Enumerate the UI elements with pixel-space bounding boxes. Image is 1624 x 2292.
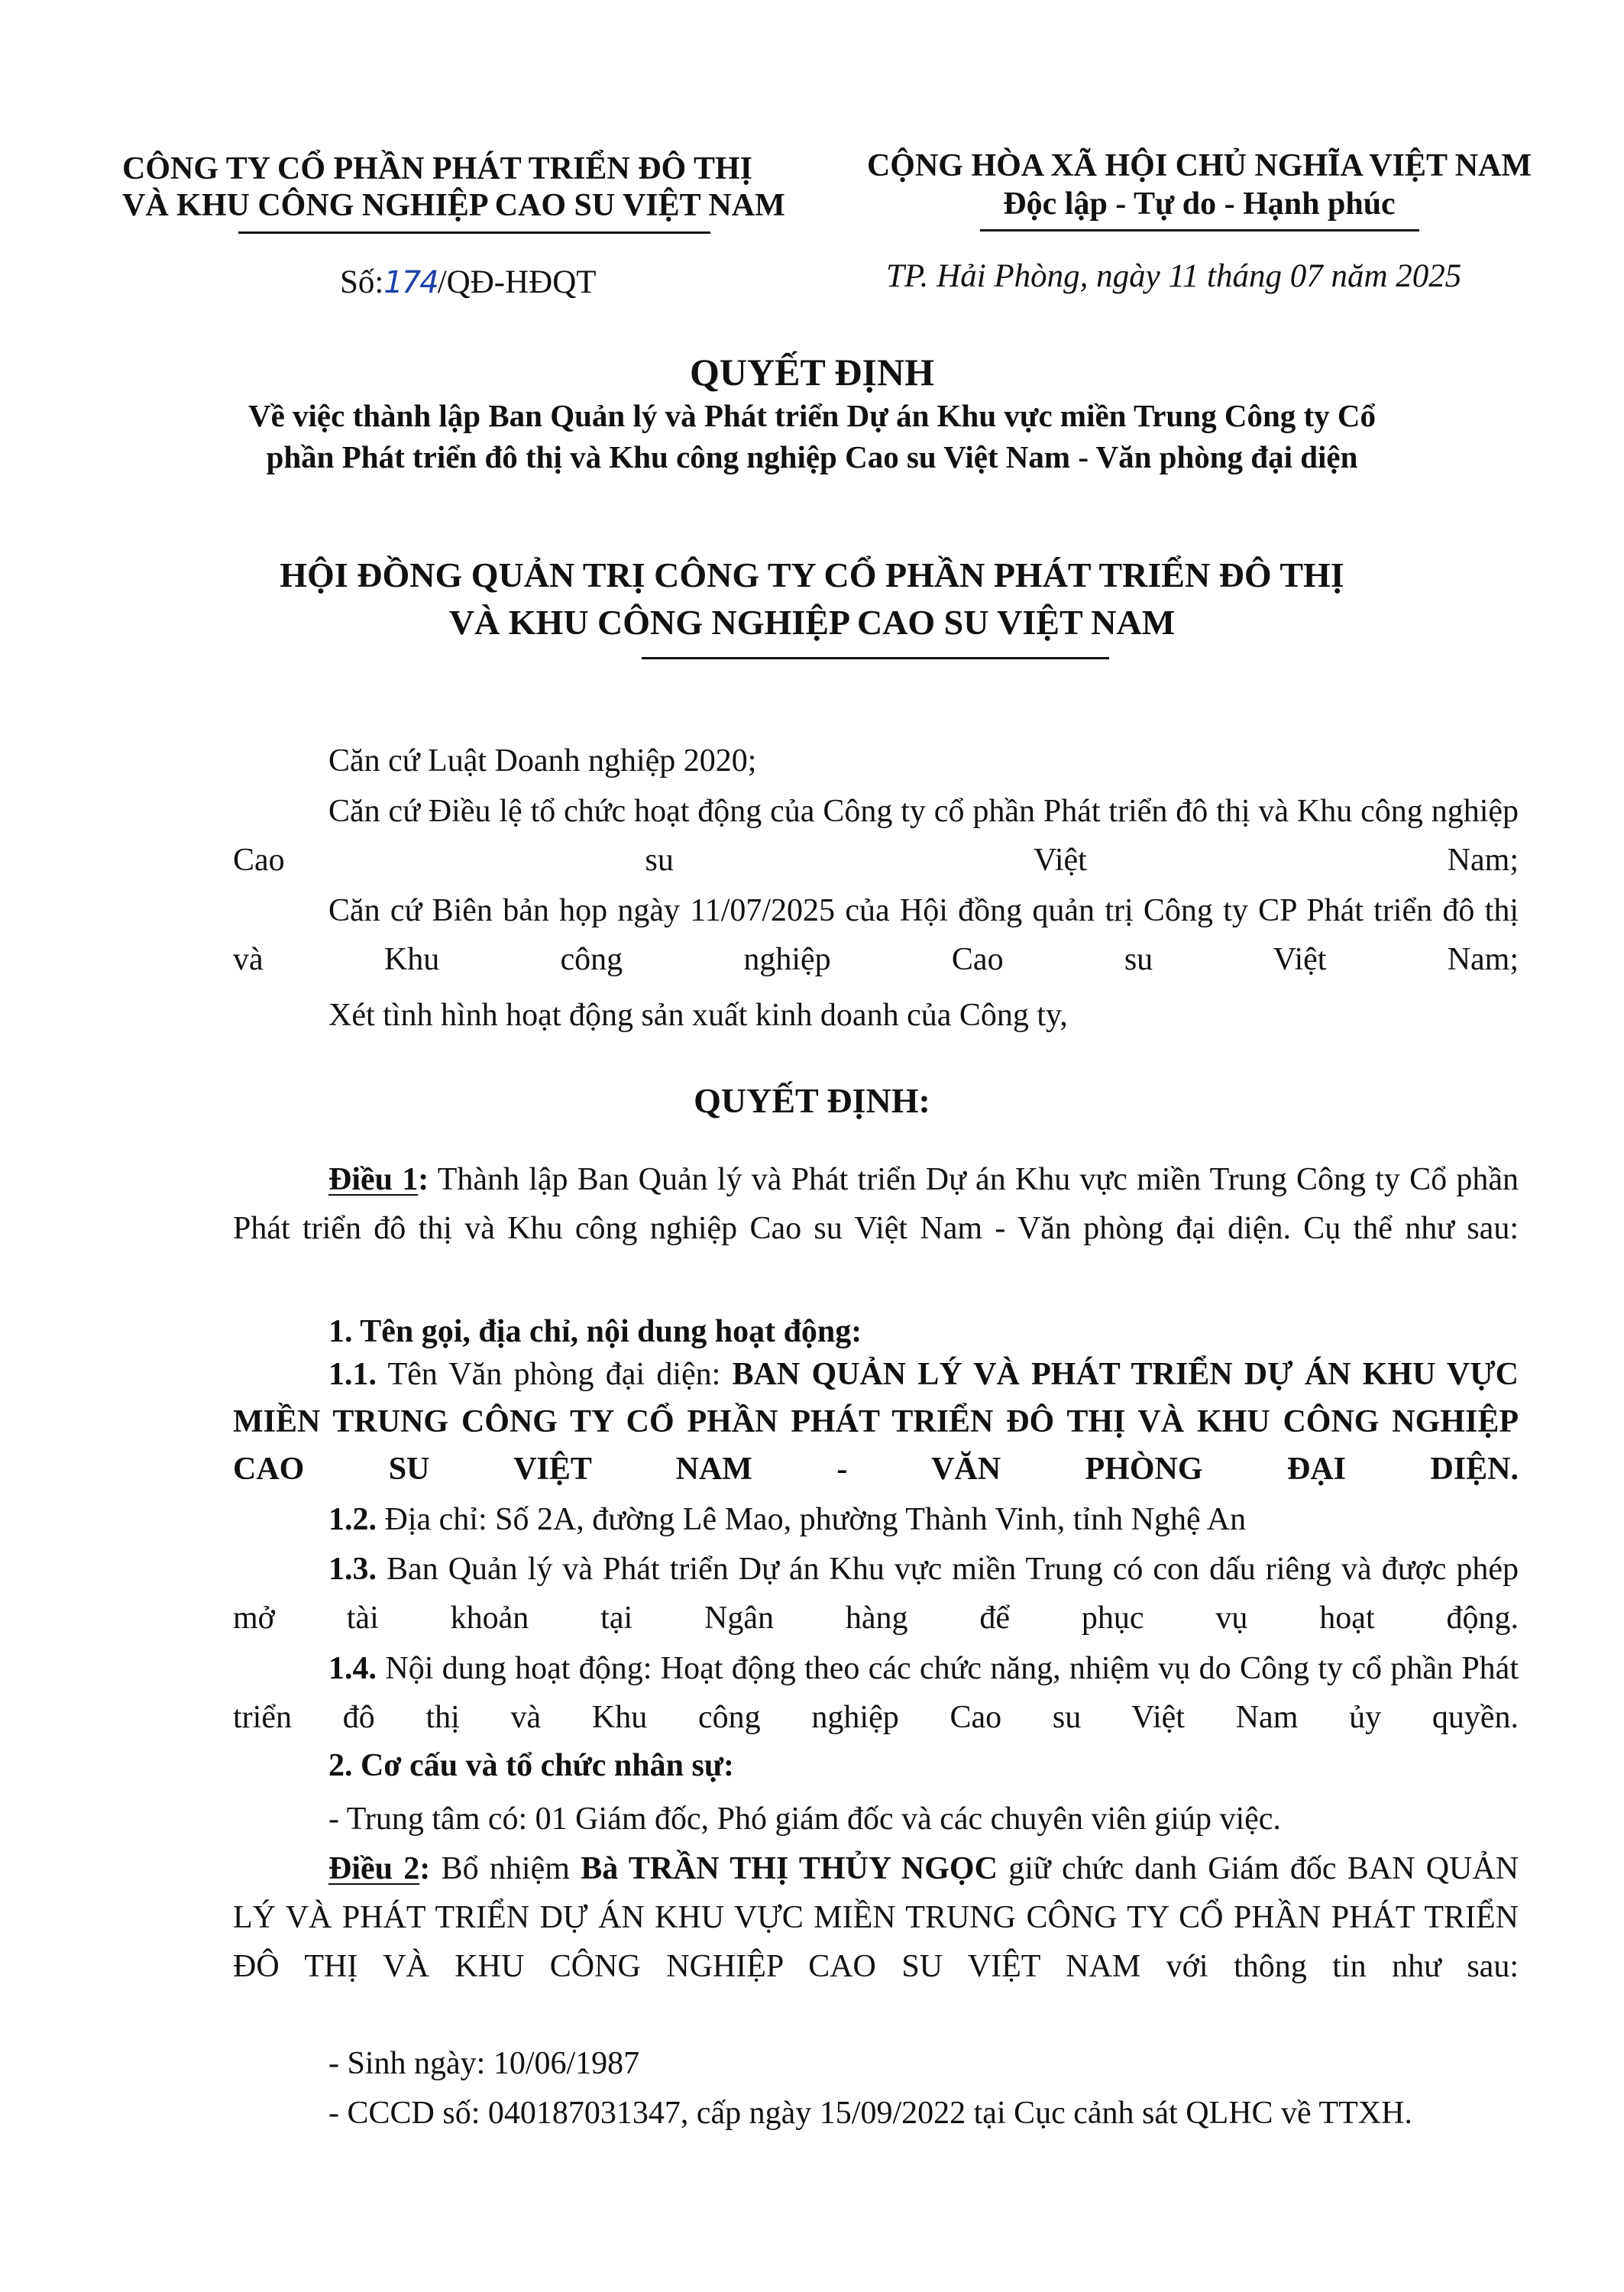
decision-title: QUYẾT ĐỊNH — [690, 351, 934, 393]
decision-subject-line1: Về việc thành lập Ban Quản lý và Phát triển Dự án Khu vực miền Trung Công ty Cổ — [247, 398, 1377, 433]
decision-heading: QUYẾT ĐỊNH: — [694, 1081, 930, 1120]
authority-line1: HỘI ĐỒNG QUẢN TRỊ CÔNG TY CỔ PHẦN PHÁT TRIỂN ĐÔ THỊ — [280, 555, 1344, 594]
authority-underline — [642, 657, 1109, 659]
article-1-text: Thành lập Ban Quản lý và Phát triển Dự án Khu vực miền Trung Công ty Cổ phần Phát triển đô thị và Khu công nghiệp Cao su Việt Nam - Văn phòng đại diện. Cụ thể như sau: — [233, 1162, 1519, 1246]
article-2: Điều 2: Bổ nhiệm Bà TRẦN THỊ THỦY NGỌC giữ chức danh Giám đốc BAN QUẢN LÝ VÀ PHÁT TRIỂN DỰ ÁN KHU VỰC MIỀN TRUNG CÔNG TY CỔ PHẦN PHÁT TRIỂN ĐÔ THỊ VÀ KHU CÔNG NGHIỆP CAO SU VIỆT NAM với thông tin như sau: — [233, 1851, 1519, 1984]
appointee-name: Bà TRẦN THỊ THỦY NGỌC — [581, 1851, 998, 1886]
article-1-label: Điều 1 — [328, 1162, 419, 1197]
basis-4: Xét tình hình hoạt động sản xuất kinh doanh của Công ty, — [328, 998, 1068, 1033]
basis-1: Căn cứ Luật Doanh nghiệp 2020; — [328, 743, 757, 779]
section-2-item: - Trung tâm có: 01 Giám đốc, Phó giám đốc và các chuyên viên giúp việc. — [328, 1802, 1281, 1837]
nation-line1: CỘNG HÒA XÃ HỘI CHỦ NGHĨA VIỆT NAM — [866, 148, 1532, 183]
item-1-1: 1.1. Tên Văn phòng đại diện: BAN QUẢN LÝ VÀ PHÁT TRIỂN DỰ ÁN KHU VỰC MIỀN TRUNG CÔNG TY CỔ PHẦN PHÁT TRIỂN ĐÔ THỊ VÀ KHU CÔNG NGHIỆP CAO SU VIỆT NAM - VĂN PHÒNG ĐẠI DIỆN. — [233, 1357, 1519, 1487]
company-name-line2: VÀ KHU CÔNG NGHIỆP CAO SU VIỆT NAM — [122, 188, 785, 223]
handwritten-number: 174 — [383, 265, 438, 300]
appointee-dob: - Sinh ngày: 10/06/1987 — [328, 2046, 640, 2081]
document-number: Số:174/QĐ-HĐQT — [340, 264, 597, 300]
basis-2: Căn cứ Điều lệ tổ chức hoạt động của Công ty cổ phần Phát triển đô thị và Khu công nghiệp Cao su Việt Nam; — [233, 794, 1519, 878]
item-1-3: 1.3. Ban Quản lý và Phát triển Dự án Khu vực miền Trung có con dấu riêng và được phép mở tài khoản tại Ngân hàng để phục vụ hoạt động. — [233, 1552, 1519, 1636]
company-underline — [238, 231, 710, 234]
nation-motto: Độc lập - Tự do - Hạnh phúc — [1003, 186, 1396, 222]
item-1-2: 1.2. Địa chỉ: Số 2A, đường Lê Mao, phường Thành Vinh, tỉnh Nghệ An — [328, 1502, 1247, 1537]
section-1-heading: 1. Tên gọi, địa chỉ, nội dung hoạt động: — [328, 1314, 862, 1349]
article-1: Điều 1: Thành lập Ban Quản lý và Phát triển Dự án Khu vực miền Trung Công ty Cổ phần Phát triển đô thị và Khu công nghiệp Cao su Việt Nam - Văn phòng đại diện. Cụ thể như sau: — [233, 1162, 1519, 1246]
motto-underline — [980, 229, 1419, 231]
representative-office-name: BAN QUẢN LÝ VÀ PHÁT TRIỂN DỰ ÁN KHU VỰC MIỀN TRUNG CÔNG TY CỔ PHẦN PHÁT TRIỂN ĐÔ THỊ VÀ KHU CÔNG NGHIỆP CAO SU VIỆT NAM - VĂN PHÒNG ĐẠI DIỆN. — [233, 1357, 1519, 1487]
section-2-heading: 2. Cơ cấu và tổ chức nhân sự: — [328, 1748, 735, 1783]
decision-subject-line2: phần Phát triển đô thị và Khu công nghiệp Cao su Việt Nam - Văn phòng đại diện — [266, 439, 1358, 474]
basis-3: Căn cứ Biên bản họp ngày 11/07/2025 của Hội đồng quản trị Công ty CP Phát triển đô thị và Khu công nghiệp Cao su Việt Nam; — [233, 893, 1519, 977]
company-name-line1: CÔNG TY CỔ PHẦN PHÁT TRIỂN ĐÔ THỊ — [122, 151, 752, 186]
appointee-id-card: - CCCD số: 040187031347, cấp ngày 15/09/2022 tại Cục cảnh sát QLHC về TTXH. — [328, 2096, 1412, 2131]
item-1-4: 1.4. Nội dung hoạt động: Hoạt động theo các chức năng, nhiệm vụ do Công ty cổ phần Phát triển đô thị và Khu công nghiệp Cao su Việt Nam ủy quyền. — [233, 1651, 1519, 1735]
place-and-date: TP. Hải Phòng, ngày 11 tháng 07 năm 2025 — [886, 258, 1462, 294]
article-2-label: Điều 2 — [328, 1851, 420, 1886]
authority-line2: VÀ KHU CÔNG NGHIỆP CAO SU VIỆT NAM — [448, 603, 1176, 642]
